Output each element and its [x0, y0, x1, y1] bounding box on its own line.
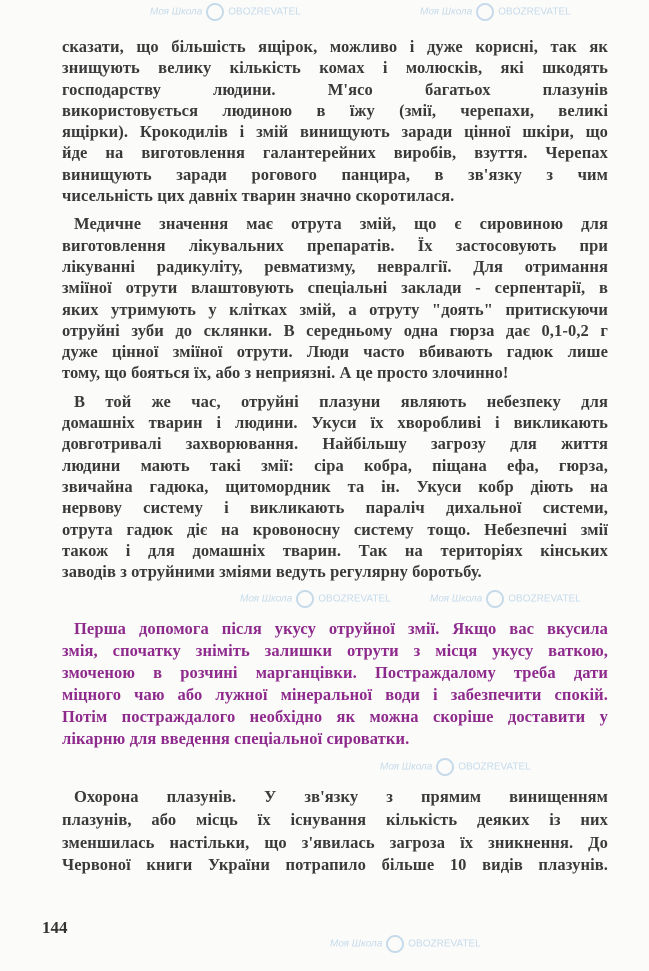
text-line: Червоної книги України потрапило більше 10 видів плазунів. [62, 855, 608, 875]
text-line: Медичне значення має отрута змій, що є сировиною для [74, 214, 608, 234]
text-line: господарству людини. М'ясо багатьох плазунів [62, 79, 608, 99]
text-line: отруйні зуби до склянки. В середньому одна гюрза дає 0,1-0,2 г [62, 320, 608, 340]
text-line: домашніх тварин і людини. Укуси їх хворобливі і викликають [62, 413, 608, 433]
text-line: тому, що бояться їх, або з неприязні. А це просто злочинно! [62, 363, 509, 383]
text-line: В той же час, отруйні плазуни являють небезпеку для [74, 391, 608, 411]
text-line: Охорона плазунів. У зв'язку з прямим винищенням [74, 787, 608, 807]
watermark: Моя Школа OBOZREVATEL [240, 590, 391, 608]
text-line: нервову систему і викликають параліч дихальної системи, [62, 498, 608, 518]
watermark: Моя Школа OBOZREVATEL [330, 935, 481, 953]
text-line: йде на виготовлення галантерейних виробів, взуття. Черепах [62, 143, 608, 163]
page-number: 144 [42, 918, 68, 937]
paragraph-danger [62, 391, 608, 583]
text-line: виготовлення лікувальних препаратів. Їх застосовують при [62, 235, 608, 255]
text-line: також і для домашніх тварин. Так на територіях кінських [62, 540, 608, 560]
watermark: Моя Школа OBOZREVATEL [430, 590, 581, 608]
text-line: плазунів, або місць їх існування кількість деяких із них [62, 810, 608, 830]
text-line: змія, спочатку зніміть залишки отрути з місця укусу ваткою, [62, 641, 608, 661]
text-line: знищують велику кількість комах і молюсків, які шкодять [62, 58, 608, 78]
text-line: використовується людиною в їжу (змії, черепахи, великі [62, 100, 608, 120]
text-line: заводів з отруйними зміями ведуть регулярну боротьбу. [62, 562, 482, 582]
text-line: зміїної отрути влаштовують спеціальні заклади - серпентарії, в [62, 278, 608, 298]
text-line: Перша допомога після укусу отруйної змії. Якщо вас вкусила [74, 619, 608, 639]
text-line: отрута гадюк діє на кровоносну систему тощо. Небезпечні змії [62, 519, 608, 539]
text-line: сказати, що більшість ящірок, можливо і дуже корисні, так як [62, 37, 608, 56]
text-line: винищують заради рогового панцира, в зв'язку з чим [62, 164, 608, 184]
text-line: звичайна гадюка, щитомордник та ін. Укуси кобр діють на [62, 476, 608, 496]
text-line: міцного чаю або лужної мінеральної води і забезпечити спокій. [62, 685, 608, 705]
paragraph-protection [62, 786, 608, 876]
text-line: людини мають такі змії: сіра кобра, піщана ефа, гюрза, [62, 455, 608, 475]
watermark: Моя Школа OBOZREVATEL [380, 758, 531, 776]
paragraph-medical-value [62, 213, 608, 383]
text-line: довготривалі захворювання. Найбільшу загрозу для життя [62, 434, 608, 454]
text-line: ящірки). Крокодилів і змій винищують заради цінної шкіри, що [62, 122, 608, 142]
page-text [62, 36, 608, 877]
watermark: Моя Школа OBOZREVATEL [150, 3, 301, 21]
first-aid-highlight [62, 618, 608, 750]
text-line: лікарню для введення спеціальної сироватки. [62, 729, 410, 749]
watermark: Моя Школа OBOZREVATEL [420, 3, 571, 21]
text-line: зменшилась настільки, що з'явилась загроза їх зникнення. До [62, 832, 608, 852]
text-line: Потім постраждалого необхідно як можна скоріше доставити у [62, 707, 608, 727]
text-line: дуже цінної зміїної отрути. Люди часто вбивають гадюк лише [62, 342, 608, 362]
text-line: змоченою в розчині марганцівки. Постраждалому треба дати [62, 663, 608, 683]
text-line: яких утримують у клітках змій, а отруту "доять" притискуючи [62, 299, 608, 319]
paragraph-reptile-uses [62, 36, 608, 206]
text-line: лікуванні радикуліту, ревматизму, невралгії. Для отримання [62, 256, 608, 276]
text-line: чисельність цих давніх тварин значно скоротилася. [62, 186, 455, 206]
